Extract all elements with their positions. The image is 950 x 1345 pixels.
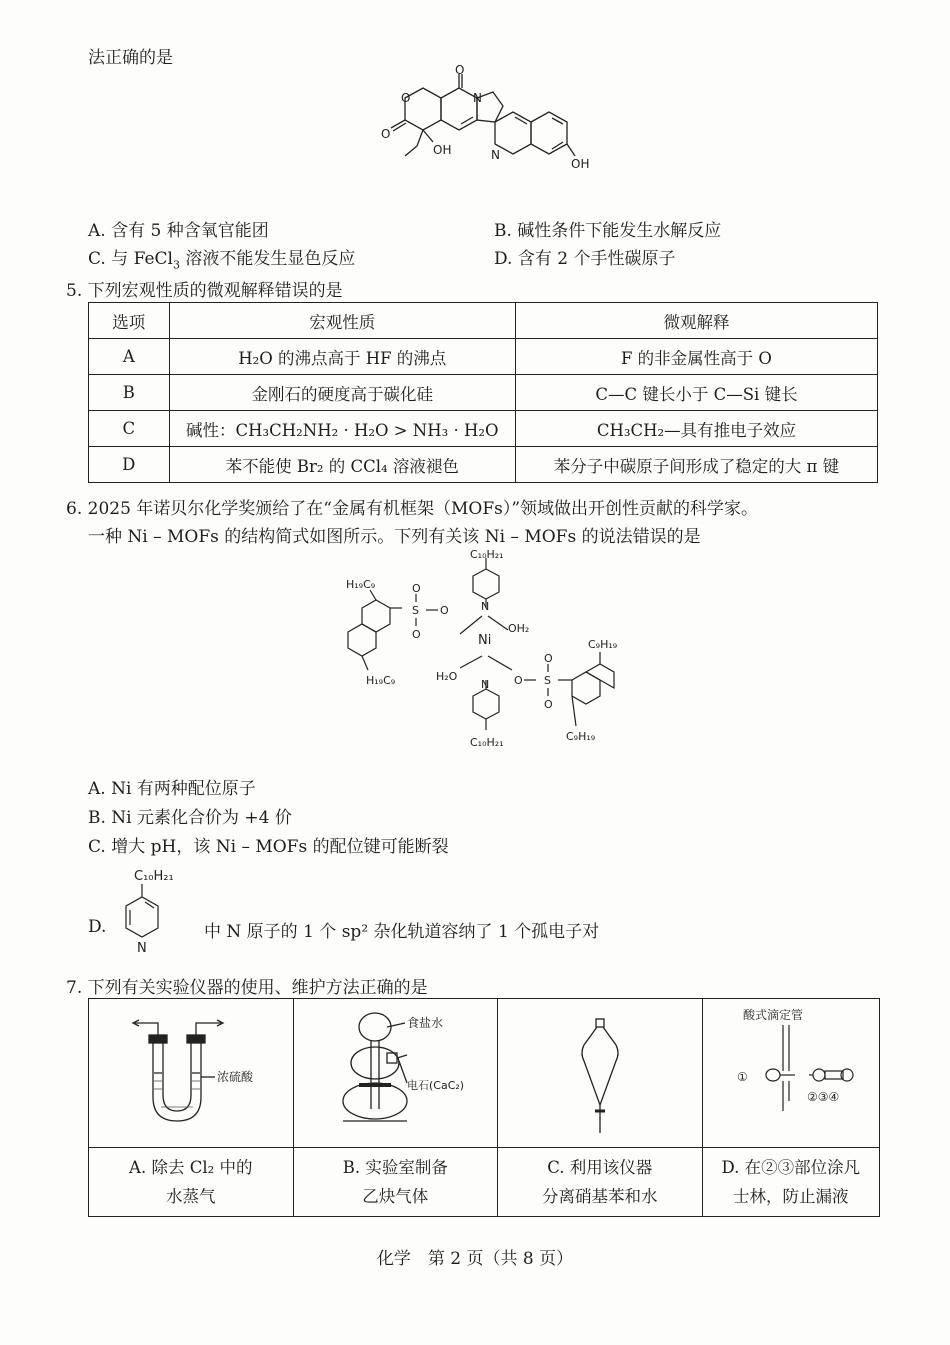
- q5-cell-macro: H₂O 的沸点高于 HF 的沸点: [169, 339, 515, 375]
- q5-header-macro: 宏观性质: [169, 303, 515, 339]
- q4-n1-label: N: [473, 91, 482, 105]
- q7-caption-d-line2: 士林，防止漏液: [733, 1187, 849, 1206]
- q6-n-bottom: N: [481, 678, 490, 691]
- q6-o-right-top: O: [544, 652, 553, 665]
- q6-o-left-top: O: [412, 582, 421, 595]
- q6-stem-line2: 一种 Ni – MOFs 的结构简式如图所示。下列有关该 Ni – MOFs 的说法错误的是: [88, 527, 701, 547]
- q6-o-left-bridge: O: [440, 604, 449, 617]
- q6-ni-mofs-structure: [340, 548, 640, 770]
- q4-oh1-label: OH: [433, 143, 452, 157]
- q4-option-c-sub: 3: [172, 258, 180, 272]
- q5-cell-micro: CH₃CH₂—具有推电子效应: [515, 411, 877, 447]
- q6-option-d-text: 中 N 原子的 1 个 sp² 杂化轨道容纳了 1 个孤电子对: [204, 922, 600, 942]
- q7-separatory-funnel-drawing: [500, 1001, 700, 1141]
- q7-b-salt-label: 食盐水: [407, 1016, 444, 1030]
- q5-cell-macro: 金刚石的硬度高于碳化硅: [169, 375, 515, 411]
- q5-row-c: [89, 411, 878, 447]
- q5-cell-opt: B: [89, 375, 170, 411]
- q6-c10h21-top: C₁₀H₂₁: [470, 548, 504, 561]
- q6-s-left: S: [412, 604, 419, 617]
- q7-caption-a-line1: A. 除去 Cl₂ 中的: [129, 1158, 253, 1177]
- q7-stem: 7. 下列有关实验仪器的使用、维护方法正确的是: [66, 978, 428, 998]
- q6-option-a: A. Ni 有两种配位原子: [88, 779, 256, 799]
- q6-stem-line1: 6. 2025 年诺贝尔化学奖颁给了在“金属有机框架（MOFs）”领域做出开创性贡献的科学家。: [66, 499, 759, 519]
- q7-caption-b-line1: B. 实验室制备: [342, 1158, 448, 1177]
- q7-a-acid-label: 浓硫酸: [216, 1070, 253, 1084]
- q4-option-b: B. 碱性条件下能发生水解反应: [494, 221, 722, 241]
- q4-o-left-label: O: [381, 127, 391, 141]
- q6-option-d-n: N: [137, 941, 147, 956]
- q7-caption-c-line2: 分离硝基苯和水: [542, 1187, 658, 1206]
- q4-oh2-label: OH: [571, 157, 590, 171]
- page-footer: 化学 第 2 页（共 8 页）: [376, 1249, 574, 1269]
- q6-option-d-label: D.: [88, 917, 107, 937]
- q7-caption-a: [89, 1148, 294, 1217]
- q6-option-b: B. Ni 元素化合价为 +4 价: [88, 808, 292, 828]
- q7-caption-c: [498, 1148, 703, 1217]
- q5-header-option: 选项: [89, 303, 170, 339]
- q5-row-d: [89, 447, 878, 483]
- q6-s-right: S: [544, 674, 551, 687]
- q4-option-c-pre: C. 与 FeCl: [88, 249, 173, 269]
- q6-option-d-pyridine: [112, 862, 192, 968]
- q4-stem-tail: 法正确的是: [88, 48, 173, 68]
- q5-cell-opt: C: [89, 411, 170, 447]
- q5-stem: 5. 下列宏观性质的微观解释错误的是: [66, 281, 343, 301]
- q5-cell-micro: C—C 键长小于 C—Si 键长: [515, 375, 877, 411]
- q4-option-a: A. 含有 5 种含氧官能团: [88, 221, 269, 241]
- q5-row-b: [89, 375, 878, 411]
- q4-molecule-structure: [375, 64, 605, 214]
- q5-cell-micro: F 的非金属性高于 O: [515, 339, 877, 375]
- q7-u-tube-drawing: [91, 1011, 291, 1131]
- q7-cell-c-image: [498, 999, 703, 1148]
- q4-o-ring-label: O: [401, 91, 411, 105]
- q6-ni-label: Ni: [478, 633, 492, 648]
- q7-cell-d-image: [702, 999, 879, 1148]
- q6-option-c: C. 增大 pH，该 Ni – MOFs 的配位键可能断裂: [88, 837, 449, 857]
- q4-option-d: D. 含有 2 个手性碳原子: [494, 249, 676, 269]
- q4-option-c-post: 溶液不能发生显色反应: [179, 249, 356, 269]
- q6-n-top: N: [481, 600, 490, 613]
- q6-h2o-label: H₂O: [436, 670, 458, 683]
- q4-option-c: [88, 244, 355, 271]
- q7-caption-row: [89, 1148, 880, 1217]
- q5-cell-macro: 碱性：CH₃CH₂NH₂ · H₂O > NH₃ · H₂O: [169, 411, 515, 447]
- q7-d-title: 酸式滴定管: [743, 1008, 804, 1022]
- q4-n2-label: N: [491, 148, 500, 162]
- q7-caption-b-line2: 乙炔气体: [362, 1187, 429, 1206]
- q6-oh2-label: OH₂: [508, 622, 530, 635]
- q6-c10h21-bottom: C₁₀H₂₁: [470, 736, 504, 749]
- q6-option-d-c10h21: C₁₀H₂₁: [134, 869, 174, 884]
- q7-caption-c-line1: C. 利用该仪器: [547, 1158, 653, 1177]
- q6-o-right-bridge: O: [514, 674, 523, 687]
- q7-caption-d: [702, 1148, 879, 1217]
- q5-cell-opt: A: [89, 339, 170, 375]
- q7-d-label-234: ②③④: [807, 1090, 840, 1104]
- q5-cell-opt: D: [89, 447, 170, 483]
- q7-caption-b: [293, 1148, 498, 1217]
- q6-c9h19-top: C₉H₁₉: [588, 638, 618, 651]
- q6-o-right-bottom: O: [544, 698, 553, 711]
- q7-kipp-generator-drawing: [295, 1001, 495, 1141]
- q7-caption-a-line2: 水蒸气: [166, 1187, 216, 1206]
- q5-table: [88, 302, 878, 483]
- q7-image-row: [89, 999, 880, 1148]
- q5-row-a: [89, 339, 878, 375]
- q7-cell-b-image: [293, 999, 498, 1148]
- q5-header-micro: 微观解释: [515, 303, 877, 339]
- q6-h19c9-bottom: H₁₉C₉: [366, 674, 396, 687]
- q7-cell-a-image: [89, 999, 294, 1148]
- q5-cell-macro: 苯不能使 Br₂ 的 CCl₄ 溶液褪色: [169, 447, 515, 483]
- q7-d-label-1: ①: [737, 1070, 749, 1084]
- q7-caption-d-line1: D. 在②③部位涂凡: [721, 1158, 861, 1177]
- q7-table: [88, 998, 880, 1217]
- q7-b-carbide-label: 电石(CaC₂): [407, 1079, 465, 1092]
- q5-cell-micro: 苯分子中碳原子间形成了稳定的大 π 键: [515, 447, 877, 483]
- q7-burette-drawing: [703, 1001, 878, 1141]
- q4-o-top-label: O: [455, 64, 465, 77]
- q6-c9h19-bottom: C₉H₁₉: [566, 730, 596, 743]
- q6-o-left-bottom: O: [412, 628, 421, 641]
- q6-h19c9-top: H₁₉C₉: [346, 578, 376, 591]
- q5-header-row: [89, 303, 878, 339]
